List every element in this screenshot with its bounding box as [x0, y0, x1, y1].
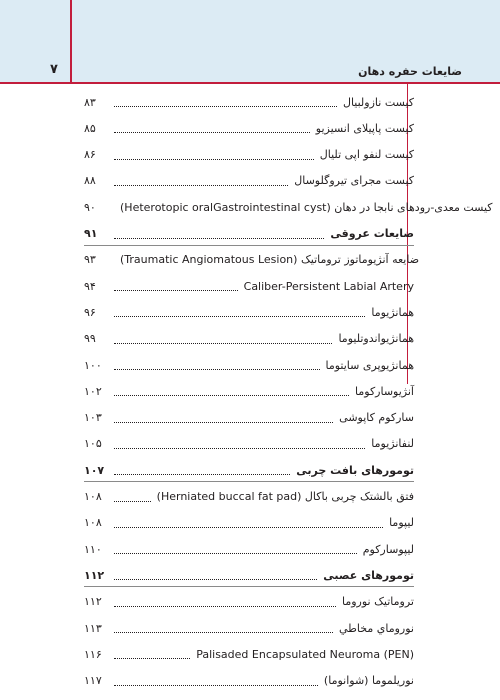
toc-leader-dots	[114, 526, 383, 528]
toc-leader-dots	[114, 394, 349, 396]
toc-entry	[84, 168, 414, 194]
toc-page-number: ۱۱۷	[84, 674, 102, 688]
toc-page-number: ۸۸	[84, 174, 96, 188]
toc-entry-label: کیست پاپیلای انسیزیو	[315, 121, 414, 135]
toc-page-number: ۱۱۶	[84, 647, 102, 661]
toc-page-number: ۹۳	[84, 253, 96, 267]
toc-page-number: ۱۱۲	[84, 595, 102, 609]
toc-entry-label: لیپوما	[389, 516, 414, 530]
toc-entry	[84, 484, 414, 510]
toc-entry	[84, 378, 414, 404]
toc-entry-label: نوریلموما (شوانوما)	[323, 674, 414, 688]
toc-entry-label: نوروماي مخاطي	[339, 621, 414, 635]
toc-leader-dots	[114, 605, 336, 607]
toc-entry	[84, 431, 414, 457]
toc-leader-dots	[114, 552, 357, 554]
toc-leader-dots	[114, 684, 318, 686]
toc-entry	[84, 405, 414, 431]
toc-entry-label: ضایعه آنژیوماتوز تروماتیک (Traumatic Angiomatous Lesion)	[120, 253, 420, 267]
toc-leader-dots	[114, 447, 365, 449]
toc-entry	[84, 115, 414, 141]
toc-entry	[84, 615, 414, 641]
toc-leader-dots	[114, 184, 288, 186]
toc-entry	[84, 194, 493, 220]
toc-leader-dots	[114, 315, 365, 317]
toc-entry-label: لنفانژیوما	[371, 437, 414, 451]
toc-entry-label: همانژیواندوتلیوما	[338, 332, 414, 346]
toc-page-number: ۱۰۰	[84, 358, 102, 372]
running-title: ضایعات حفره دهان	[358, 65, 462, 78]
toc-entry-label: تروماتیک نوروما	[341, 595, 414, 609]
toc-entry	[84, 247, 420, 273]
toc-leader-dots	[114, 158, 314, 160]
toc-entry-label: تومورهای بافت چربی	[296, 463, 414, 477]
toc-page-number: ۸۶	[84, 148, 96, 162]
toc-entry-label: کیست نازولبیال	[342, 95, 414, 109]
header-horizontal-rule	[0, 82, 500, 84]
toc-page-number: ۱۰۷	[84, 463, 105, 477]
toc-page-number: ۱۰۵	[84, 437, 102, 451]
toc-section-heading	[84, 562, 414, 588]
toc-entry-label: کیست مجرای تیروگلوسال	[294, 174, 414, 188]
toc-section-heading	[84, 221, 414, 247]
toc-page-number: ۱۰۲	[84, 384, 102, 398]
toc-page-number: ۸۳	[84, 95, 96, 109]
toc-entry-label: کیست معدی-رودهای نابجا در دهان (Heterotopic oralGastrointestinal cyst)	[120, 200, 493, 214]
toc-entry	[84, 299, 414, 325]
toc-leader-dots	[114, 237, 324, 239]
toc-page-number: ۹۹	[84, 332, 96, 346]
toc-entry-label: کیست لنفو اپی تلیال	[319, 148, 414, 162]
toc-page-number: ۱۱۰	[84, 542, 102, 556]
section-underline	[84, 245, 414, 246]
section-underline	[84, 481, 414, 482]
toc-entry-label: تومورهای عصبی	[323, 568, 414, 582]
toc-leader-dots	[114, 342, 332, 344]
toc-page-number: ۹۴	[84, 279, 96, 293]
toc-entry	[84, 536, 414, 562]
toc-entry	[84, 589, 414, 615]
toc-leader-dots	[114, 500, 151, 502]
toc-page-number: ۱۱۳	[84, 621, 102, 635]
toc-entry-label: همانژیوما	[371, 305, 414, 319]
toc-page-number: ۱۰۸	[84, 490, 102, 503]
toc-leader-dots	[114, 421, 333, 423]
toc-leader-dots	[114, 105, 337, 107]
toc-entry-label: همانژیوپری سایتوما	[325, 358, 414, 372]
toc-entry	[84, 352, 414, 378]
toc-page-number: ۹۶	[84, 305, 96, 319]
toc-leader-dots	[114, 631, 333, 633]
toc-entry-label: لیپوسارکوم	[362, 542, 414, 556]
toc-entry	[84, 668, 414, 694]
toc-section-heading	[84, 457, 414, 483]
toc-page-number: ۱۱۲	[84, 568, 105, 582]
toc-entry	[84, 326, 414, 352]
toc-page-number: ۱۰۳	[84, 411, 102, 425]
toc-page-number: ۱۰۸	[84, 516, 102, 530]
toc-page-number: ۹۱	[84, 227, 98, 240]
toc-leader-dots	[114, 289, 238, 291]
toc-entry-label: آنژیوسارکوما	[355, 384, 414, 398]
toc-entry-label: سارکوم کاپوشی	[339, 411, 414, 425]
toc-entry	[84, 510, 414, 536]
toc-entry-label: فتق بالشتک چربی باکال (Herniated buccal fat pad)	[156, 490, 414, 503]
toc-leader-dots	[114, 657, 190, 659]
toc-entry	[84, 273, 414, 299]
page-number: ۷	[50, 62, 58, 77]
toc-entry-label: ضایعات عروقی	[330, 227, 414, 240]
toc-entry-label: Caliber-Persistent Labial Artery	[243, 279, 414, 293]
toc-leader-dots	[114, 578, 317, 580]
section-underline	[84, 586, 414, 587]
toc-page-number: ۹۰	[84, 200, 96, 214]
toc-entry-label: (PEN) Palisaded Encapsulated Neuroma	[196, 647, 414, 661]
toc-entry	[84, 142, 414, 168]
toc-leader-dots	[114, 131, 310, 133]
toc-leader-dots	[114, 368, 320, 370]
toc-entry	[84, 89, 414, 115]
header-vertical-rule	[70, 0, 72, 82]
toc-page-number: ۸۵	[84, 121, 96, 135]
toc-leader-dots	[114, 473, 290, 475]
toc-entry	[84, 641, 414, 667]
